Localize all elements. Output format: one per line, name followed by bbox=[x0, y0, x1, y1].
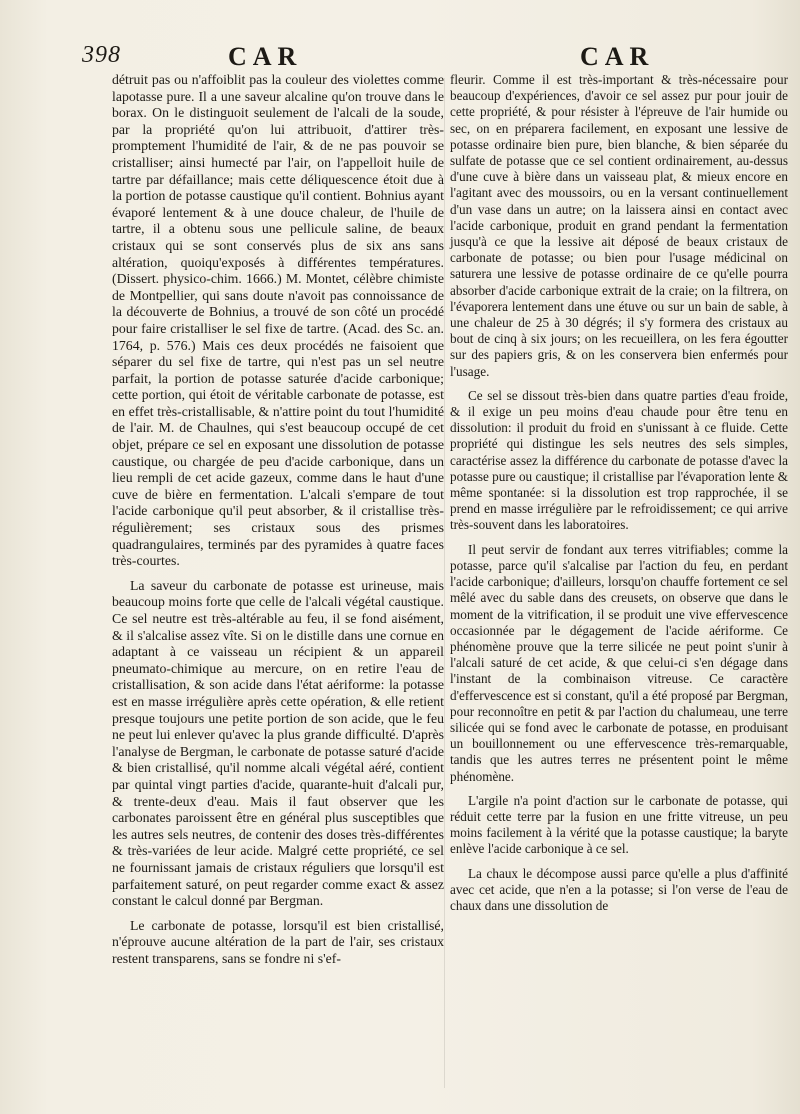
paragraph: Le carbonate de potasse, lorsqu'il est bien cristallisé, n'éprouve aucune altération de la part de l'air, ses cristaux restent transparens, sans se fondre ni s'ef- bbox=[112, 917, 444, 966]
left-text-column bbox=[112, 72, 444, 967]
paragraph: Ce sel se dissout très-bien dans quatre parties d'eau froide, & il exige un peu moins d'eau chaude pour être tenu en dissolution: il produit du froid en s'unissant à ce fluide. Cette propriété qui distingue les sels neutres des sels simples, caractérise assez la différence du carbonate de potasse d'avec la potasse pure ou caustique; il cristallise par l'évaporation lente & même spontanée: si la dissolution est trop rapprochée, il se prend en masse irrégulière par le refroidissement; ce qui arrive très-souvent dans les laboratoires. bbox=[450, 387, 788, 533]
paragraph: La saveur du carbonate de potasse est urineuse, mais beaucoup moins forte que celle de l'alcali végétal caustique. Ce sel neutre est très-altérable au feu, il se fond aisément, & il s'alcalise assez vîte. Si on le distille dans une cornue en adaptant à ce vaisseau un récipient & un appareil pneumato-chimique au mercure, on en retire l'eau de cristallisation, & son acide dans l'état aériforme: la potasse est en masse irrégulière après cette opération, & elle retient presque toujours une petite portion de son acide, que le feu ne peut lui enlever qu'avec la plus grande difficulté. D'après l'analyse de Bergman, le carbonate de potasse saturé d'acide & bien cristallisé, qu'il nomme alcali végétal aéré, contient par quintal vingt parties d'acide, quarante-huit d'alcali pur, & trente-deux d'eau. Mais il faut observer que les carbonates paroissent être en général plus susceptibles que les autres sels neutres, de contenir des doses très-différentes & très-variées de leur acide. Malgré cette propriété, ce sel ne fournissant jamais de cristaux réguliers que lorsqu'il est parfaitement saturé, on peut regarder comme exact & assez constant le calcul donné par Bergman. bbox=[112, 577, 444, 909]
column-divider bbox=[444, 78, 445, 1088]
running-header bbox=[80, 40, 780, 70]
paragraph: fleurir. Comme il est très-important & très-nécessaire pour beaucoup d'expériences, d'avoir ce sel assez pur pour jouir de cette propriété, & pour résister à l'épreuve de l'air humide ou sec, on en préparera facilement, en exposant une lessive de potasse ordinaire bien pure, bien blanche, & bien séparée du sulfate de potasse que ce sel contient ordinairement, au-dessus d'une cuve à bière dans un vaisseau plat, & mieux encore en l'agitant avec des moussoirs, ou en la versant continuellement d'un vase dans un autre; on la laissera ainsi en contact avec l'acide carbonique, produit en grand pendant la fermentation jusqu'à ce que la lessive ait déposé de beaux cristaux de carbonate de potasse; ou bien pour l'usage médicinal on saturera une lessive de potasse ordinaire de ce qu'elle pourra absorber d'acide carbonique extrait de la craie; on la filtrera, on l'évaporera lentement dans une étuve ou sur un bain de sable, à une chaleur de 25 à 30 dégrés; il s'y formera des cristaux au bout de cinq à six jours; on les recueillera, on les fera égoutter sur des papiers gris, & on les conservera bien enfermés pour l'usage. bbox=[450, 72, 788, 379]
right-headword: CAR bbox=[580, 42, 655, 71]
paragraph: La chaux le décompose aussi parce qu'elle a plus d'affinité avec cet acide, que n'en a la potasse; si l'on verse de l'eau de chaux dans une dissolution de bbox=[450, 865, 788, 913]
page-number: 398 bbox=[82, 42, 121, 68]
paragraph: Il peut servir de fondant aux terres vitrifiables; comme la potasse, parce qu'il s'alcalise par l'action du feu, en perdant l'acide carbonique; d'ailleurs, lorsqu'on chauffe fortement ce sel mêlé avec du sable dans des creusets, on observe que dans le moment de la vitrification, il se produit une vive effervescence occasionnée par le dégagement de l'acide aériforme. Ce phénomène prouve que la terre silicée ne peut point s'unir à l'alcali saturé de cet acide, & que celui-ci s'en dégage dans l'instant de la combinaison vitreuse. Ce caractère d'effervescence est si constant, qu'il a été proposé par Bergman, pour reconnoître en petit & par l'action du chalumeau, une terre silicée qui se fond avec le carbonate de potasse, en produisant un bouillonnement ou une effervescence très-remarquable, tandis que les autres terres ne présentent point le même phénomène. bbox=[450, 541, 788, 784]
paragraph: L'argile n'a point d'action sur le carbonate de potasse, qui réduit cette terre par la fusion en une fritte vitreuse, un peu moins facilement à la vérité que la potasse caustique; la baryte enlève l'acide carbonique à ce sel. bbox=[450, 792, 788, 857]
left-headword: CAR bbox=[228, 42, 303, 71]
right-text-column bbox=[450, 72, 788, 914]
paragraph: détruit pas ou n'affoiblit pas la couleur des violettes comme lapotasse pure. Il a une saveur alcaline qu'on trouve dans le borax. On le distinguoit seulement de l'alcali de la soude, par la propriété qu'on lui attribuoit, d'attirer très-promptement l'humidité de l'air, & de ne pas pouvoir se cristalliser; ainsi humecté par l'air, on l'appelloit huile de tartre par défaillance; mais cette déliquescence étoit due à la portion de potasse caustique qu'il contient. Bohnius ayant évaporé lentement & à une douce chaleur, de l'huile de tartre, il a obtenu sous une pellicule saline, de beaux cristaux qui se sont conservés plus de six ans sans altération, quoiqu'exposés à différentes températures. (Dissert. physico-chim. 1666.) M. Montet, célèbre chimiste de Montpellier, qui sans doute n'avoit pas connoissance de la découverte de Bohnius, a trouvé de son côté un procédé pour faire cristalliser le sel fixe de tartre. (Acad. des Sc. an. 1764, p. 576.) Mais ces deux procédés ne faisoient que séparer du sel fixe de tartre, qui n'est pas un sel neutre parfait, la portion de potasse saturée d'acide carbonique; cette portion, qui étoit de véritable carbonate de potasse, est en effet très-cristallisable, & n'attire point du tout l'humidité de l'air. M. de Chaulnes, qui s'est beaucoup occupé de cet objet, prépare ce sel en exposant une dissolution de potasse caustique, ou chargée de peu d'acide carbonique, dans un lieu rempli de cet acide gazeux, comme dans le haut d'une cuve de bière en fermentation. L'alcali s'empare de tout l'acide carbonique qu'il peut absorber, & il cristallise très-régulièrement; ses cristaux sous des prismes quadrangulaires, terminés par des pyramides à quatre faces très-courtes. bbox=[112, 72, 444, 569]
